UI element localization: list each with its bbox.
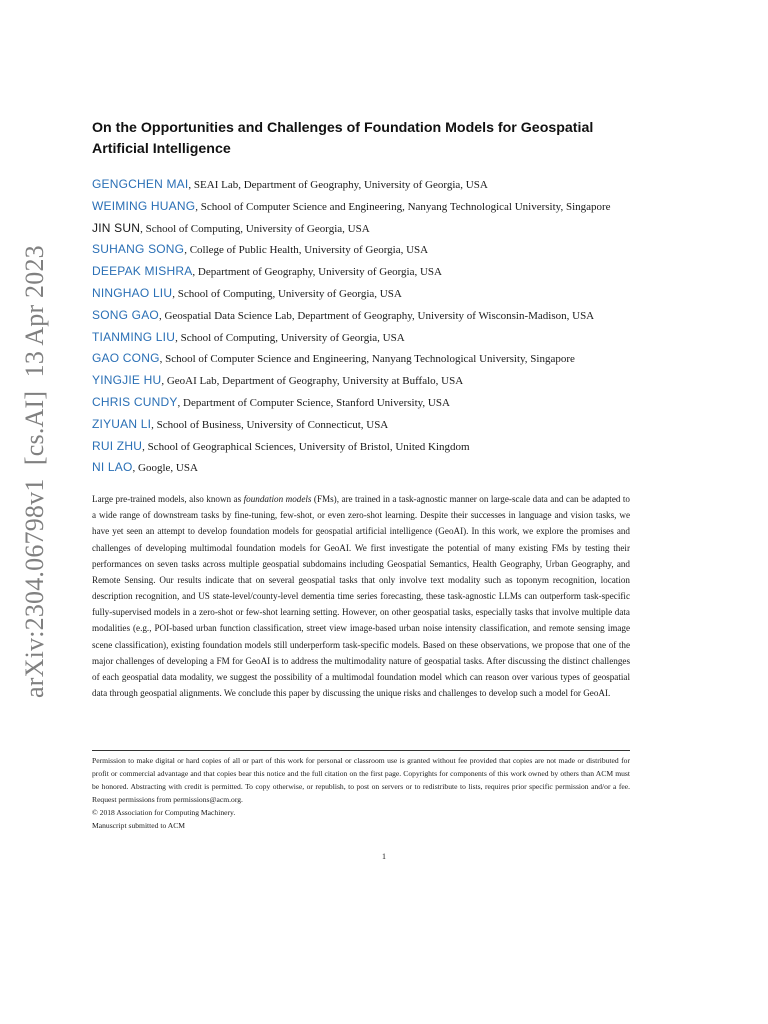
author-affiliation: , GeoAI Lab, Department of Geography, University at Buffalo, USA <box>161 375 464 388</box>
author-entry <box>92 174 630 196</box>
author-name: YINGJIE HU <box>92 373 162 388</box>
author-list <box>92 174 630 479</box>
author-name: SONG GAO <box>92 307 159 322</box>
author-entry <box>92 283 630 305</box>
author-affiliation: , School of Computing, University of Georgia, USA <box>140 222 370 235</box>
page-content <box>92 118 630 701</box>
arxiv-category: [cs.AI] <box>20 390 49 466</box>
paper-title: On the Opportunities and Challenges of Foundation Models for Geospatial Artificial Intelligence <box>92 120 594 157</box>
author-entry <box>92 348 630 370</box>
permission-notice: Permission to make digital or hard copies of all or part of this work for personal or classroom use is granted without fee provided that copies are not made or distributed for profit or commercial advantage and that copies bear this notice and the full citation on the first page. Copyrights for components of this work owned by others than ACM must be honored. Abstracting with credit is permitted. To copy otherwise, or republish, to post on servers or to redistribute to lists, requires prior specific permission and/or a fee. Request permissions from permissions@acm.org. <box>92 756 630 804</box>
manuscript-notice: Manuscript submitted to ACM <box>92 821 186 830</box>
author-affiliation: , School of Computing, University of Georgia, USA <box>175 331 405 344</box>
author-name: CHRIS CUNDY <box>92 394 178 409</box>
abstract-text: (FMs), are trained in a task-agnostic manner on large-scale data and can be adapted to a wide range of downstream tasks by fine-tuning, few-shot, or even zero-shot learning. Despite their successes in language and vision tasks, we have yet seen an attempt to develop foundation models for geospatial artificial intelligence (GeoAI). In this work, we explore the promises and challenges of developing multimodal foundation models for GeoAI. We first investigate the potential of many existing FMs by testing their performances on seven tasks across multiple geospatial subdomains including Geospatial Semantics, Health Geography, Urban Geography, and Remote Sensing. Our results indicate that on several geospatial tasks that only involve text modality such as toponym recognition, location description recognition, and US state-level/county-level dementia time series forecasting, these task-agnostic LLMs can outperform task-specific fully-supervised models in a zero-shot or few-shot learning setting. However, on other geospatial tasks, especially tasks that involve multiple data modalities (e.g., POI-based urban function classification, street view image-based urban noise intensity classification, and remote sensing image scene classification), existing foundation models still underperform task-specific models. Based on these observations, we propose that one of the major challenges of developing a FM for GeoAI is to address the multimodality nature of geospatial tasks. After discussing the distinct challenges of each geospatial data modality, we suggest the possibility of a multimodal foundation model which can reason over various types of geospatial data through geospatial alignments. We conclude this paper by discussing the unique risks and challenges to develop such a model for GeoAI. <box>92 494 630 699</box>
author-affiliation: , Department of Geography, University of Georgia, USA <box>192 266 442 279</box>
author-entry <box>92 261 630 283</box>
author-entry <box>92 239 630 261</box>
author-name: DEEPAK MISHRA <box>92 264 193 279</box>
author-entry <box>92 392 630 414</box>
author-name: TIANMING LIU <box>92 329 176 344</box>
abstract-emphasis: foundation models <box>243 494 312 505</box>
author-affiliation: , School of Business, University of Connecticut, USA <box>151 418 389 431</box>
author-affiliation: , SEAI Lab, Department of Geography, University of Georgia, USA <box>188 179 488 191</box>
abstract-text: Large pre-trained models, also known as <box>92 494 244 505</box>
author-affiliation: , Department of Computer Science, Stanford University, USA <box>177 396 450 409</box>
arxiv-date: 13 Apr 2023 <box>20 245 49 378</box>
author-name: ZIYUAN LI <box>92 416 152 431</box>
author-name: JIN SUN <box>92 220 141 235</box>
author-name: WEIMING HUANG <box>92 198 196 213</box>
permission-footnote <box>92 750 630 832</box>
author-entry <box>92 305 630 327</box>
copyright-notice: © 2018 Association for Computing Machinery. <box>92 808 236 817</box>
abstract <box>92 491 630 701</box>
arxiv-id: arXiv:2304.06798v1 <box>20 478 49 698</box>
author-affiliation: , College of Public Health, University of Georgia, USA <box>184 244 429 257</box>
author-entry <box>92 196 630 218</box>
author-name: GENGCHEN MAI <box>92 177 189 191</box>
author-affiliation: , Google, USA <box>132 462 198 475</box>
author-entry <box>92 436 630 458</box>
author-entry <box>92 414 630 436</box>
author-affiliation: , School of Computer Science and Engineering, Nanyang Technological University, Singapore <box>195 200 611 213</box>
author-affiliation: , School of Computer Science and Engineering, Nanyang Technological University, Singapore <box>159 353 575 366</box>
author-affiliation: , Geospatial Data Science Lab, Department of Geography, University of Wisconsin-Madison, USA <box>158 309 595 322</box>
author-entry <box>92 457 630 479</box>
author-name: RUI ZHU <box>92 438 143 453</box>
author-affiliation: , School of Computing, University of Georgia, USA <box>172 287 402 300</box>
page-number: 1 <box>382 852 386 861</box>
author-name: NINGHAO LIU <box>92 285 173 300</box>
author-affiliation: , School of Geographical Sciences, University of Bristol, United Kingdom <box>142 440 470 453</box>
author-entry <box>92 370 630 392</box>
arxiv-stamp <box>20 245 50 698</box>
author-name: GAO CONG <box>92 351 160 366</box>
author-entry <box>92 218 630 240</box>
author-name: SUHANG SONG <box>92 242 185 257</box>
author-entry <box>92 327 630 349</box>
author-name: NI LAO <box>92 460 133 475</box>
